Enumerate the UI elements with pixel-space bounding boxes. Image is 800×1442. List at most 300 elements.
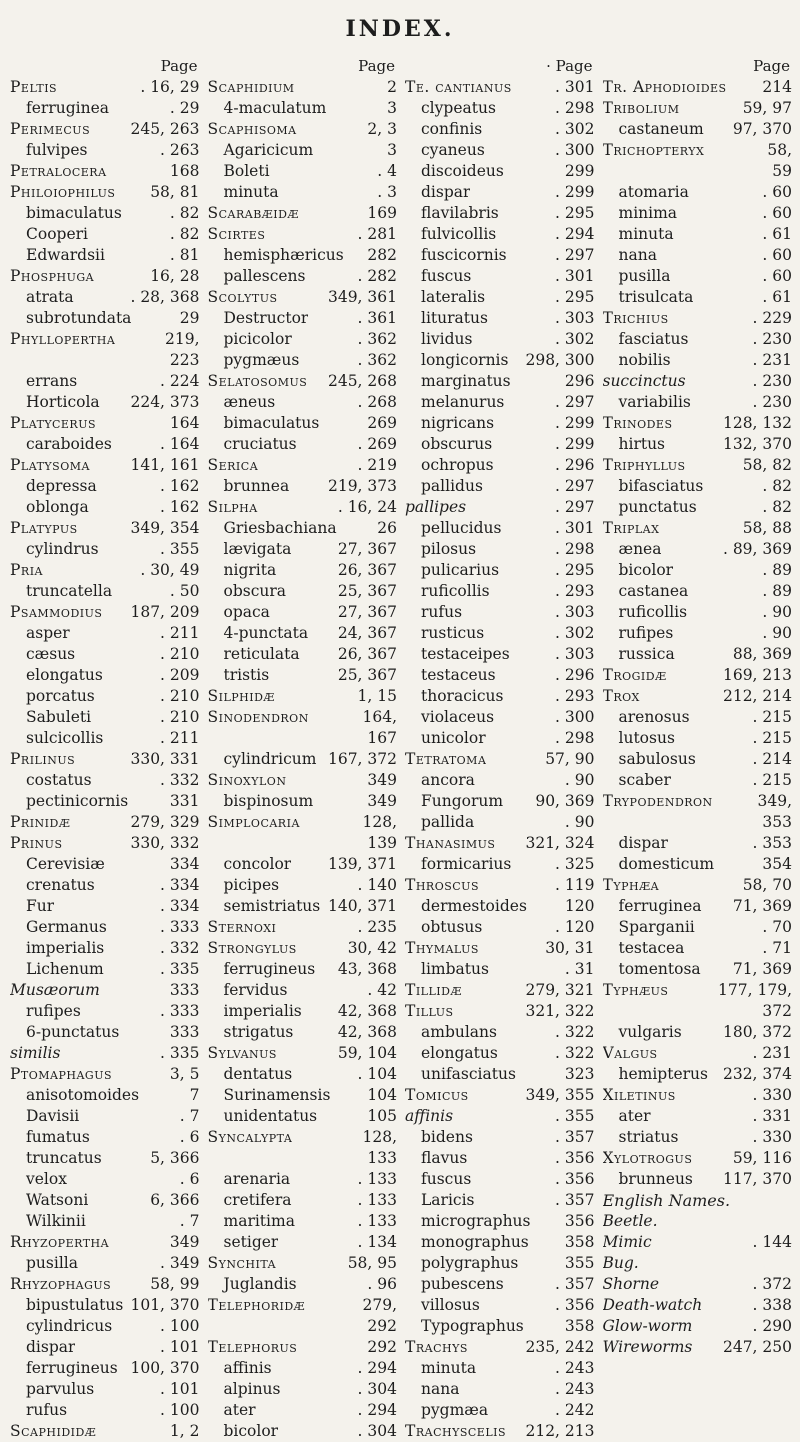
index-entry	[603, 1274, 793, 1295]
index-entry	[208, 329, 398, 350]
entry-name: bicolor	[223, 1422, 279, 1440]
entry-name: minuta	[223, 183, 279, 201]
entry-pages: 58, 95	[347, 1254, 397, 1272]
entry-name: fulvicollis	[421, 225, 497, 243]
entry-pages: . 297	[555, 246, 595, 264]
entry-name: Telephorus	[207, 1338, 298, 1356]
entry-name: Shorne	[602, 1275, 659, 1293]
entry-name: micrographus	[421, 1212, 531, 1230]
entry-name: pallida	[421, 813, 475, 831]
index-entry-genus	[208, 455, 398, 476]
entry-pages: . 50	[169, 582, 200, 600]
entry-pages: 330, 332	[130, 834, 200, 852]
entry-name: pallidus	[421, 477, 483, 495]
entry-pages: . 322	[555, 1023, 595, 1041]
entry-pages: . 119	[555, 876, 595, 894]
entry-name: English Names.	[602, 1191, 731, 1210]
entry-pages: . 162	[160, 498, 200, 516]
entry-name: picipes	[223, 876, 280, 894]
entry-pages: . 294	[357, 1359, 397, 1377]
index-entry	[405, 413, 595, 434]
index-entry	[208, 476, 398, 497]
index-entry	[10, 224, 200, 245]
entry-pages: . 82	[169, 204, 200, 222]
entry-pages: 58,	[767, 141, 792, 159]
index-entry-genus	[603, 875, 793, 896]
entry-pages: . 60	[762, 246, 792, 264]
entry-pages: 164,	[362, 708, 397, 726]
index-entry	[208, 1232, 398, 1253]
entry-pages: . 89	[762, 582, 792, 600]
entry-pages: . 299	[555, 435, 595, 453]
entry-pages: . 304	[357, 1422, 397, 1440]
entry-pages: . 355	[160, 540, 200, 558]
entry-name: Peltis	[10, 78, 58, 96]
entry-pages: . 164	[160, 435, 200, 453]
entry-name: Sinodendron	[207, 708, 309, 726]
entry-pages: . 335	[160, 960, 200, 978]
index-entry	[405, 455, 595, 476]
entry-pages: 25, 367	[337, 582, 397, 600]
entry-pages: . 332	[160, 771, 200, 789]
entry-pages: 269	[367, 414, 397, 432]
entry-name: fulvipes	[26, 141, 88, 159]
entry-name: pusilla	[26, 1254, 78, 1272]
entry-name: Prinidæ	[10, 813, 71, 831]
index-entry	[208, 728, 398, 749]
entry-pages: . 335	[160, 1044, 200, 1062]
entry-name: Te. cantianus	[405, 78, 512, 96]
entry-pages: . 6	[179, 1128, 200, 1146]
entry-pages: 223	[169, 351, 200, 369]
entry-name: Fungorum	[421, 792, 504, 810]
entry-pages: . 294	[555, 225, 595, 243]
entry-pages: 5, 366	[150, 1149, 200, 1167]
index-entry	[603, 644, 793, 665]
entry-pages: . 61	[762, 288, 792, 306]
entry-pages: 25, 367	[337, 666, 397, 684]
entry-name: Wilkinii	[26, 1212, 86, 1230]
entry-name: Trachys	[405, 1338, 468, 1356]
index-entry	[208, 308, 398, 329]
index-entry-genus	[208, 686, 398, 707]
index-entry	[603, 119, 793, 140]
entry-pages: . 101	[160, 1338, 200, 1356]
entry-pages: . 297	[555, 498, 595, 516]
index-entry-genus	[208, 770, 398, 791]
index-entry	[208, 413, 398, 434]
entry-pages: 333	[169, 981, 200, 999]
entry-name: asper	[26, 624, 70, 642]
entry-pages: . 322	[555, 1044, 595, 1062]
index-entry	[405, 329, 595, 350]
entry-pages: . 120	[555, 918, 595, 936]
index-entry	[603, 1127, 793, 1148]
entry-name: longicornis	[421, 351, 509, 369]
index-entry-genus	[10, 560, 200, 581]
index-entry	[10, 1148, 200, 1169]
index-entry-genus	[405, 749, 595, 770]
column-header: Page	[753, 57, 790, 75]
entry-name: sabulosus	[618, 750, 696, 768]
entry-pages: . 214	[752, 750, 792, 768]
entry-name: Xiletinus	[602, 1086, 676, 1104]
entry-name: unifasciatus	[421, 1065, 516, 1083]
entry-name: Pria	[10, 561, 44, 579]
index-entry	[405, 224, 595, 245]
index-entry-genus	[10, 1274, 200, 1295]
entry-pages: 3, 5	[169, 1065, 200, 1083]
entry-pages: . 304	[357, 1380, 397, 1398]
entry-name: tristis	[223, 666, 270, 684]
index-entry	[405, 728, 595, 749]
entry-pages: . 362	[357, 330, 397, 348]
entry-pages: 169, 213	[722, 666, 792, 684]
entry-name: formicarius	[421, 855, 512, 873]
index-entry	[603, 1211, 793, 1232]
entry-pages: . 140	[357, 876, 397, 894]
entry-pages: . 229	[752, 309, 792, 327]
entry-pages: 6, 366	[150, 1191, 200, 1209]
index-entry	[405, 896, 595, 917]
index-entry	[603, 1253, 793, 1274]
entry-pages: . 295	[555, 561, 595, 579]
entry-name: depressa	[26, 477, 97, 495]
entry-pages: . 268	[357, 393, 397, 411]
entry-name: ochropus	[421, 456, 494, 474]
entry-name: oblonga	[26, 498, 89, 516]
index-entry	[208, 266, 398, 287]
index-entry	[603, 560, 793, 581]
entry-pages: 167	[367, 729, 397, 747]
entry-pages: . 299	[555, 183, 595, 201]
index-entry-genus	[208, 224, 398, 245]
index-entry	[603, 1169, 793, 1190]
entry-name: Trinodes	[602, 414, 673, 432]
entry-name: Platypus	[10, 519, 78, 537]
entry-name: subrotundata	[26, 309, 132, 327]
entry-name: Trichopteryx	[602, 141, 705, 159]
entry-pages: . 70	[762, 918, 792, 936]
index-entry	[603, 329, 793, 350]
index-column-1	[6, 55, 204, 1442]
entry-name: dispar	[421, 183, 471, 201]
entry-name: opaca	[223, 603, 270, 621]
entry-name: Cerevisiæ	[26, 855, 105, 873]
entry-name: ambulans	[421, 1023, 497, 1041]
index-entry	[208, 518, 398, 539]
index-entry	[208, 749, 398, 770]
index-entry-genus	[405, 1337, 595, 1358]
entry-pages: . 338	[752, 1296, 792, 1314]
entry-pages: 27, 367	[337, 540, 397, 558]
index-entry	[405, 623, 595, 644]
index-entry	[10, 1337, 200, 1358]
entry-name: similis	[10, 1044, 61, 1062]
entry-name: ancora	[421, 771, 475, 789]
entry-name: cyaneus	[421, 141, 485, 159]
entry-pages: 235, 242	[525, 1338, 595, 1356]
entry-pages: . 298	[555, 540, 595, 558]
index-entry	[603, 434, 793, 455]
entry-name: lutosus	[618, 729, 675, 747]
entry-name: castaneum	[618, 120, 704, 138]
entry-name: Silpha	[207, 498, 258, 516]
index-entry	[10, 770, 200, 791]
entry-name: arenosus	[618, 708, 690, 726]
entry-name: Thymalus	[405, 939, 479, 957]
index-entry	[603, 161, 793, 182]
index-entry	[10, 1358, 200, 1379]
index-entry	[405, 1253, 595, 1274]
entry-pages: . 301	[555, 78, 595, 96]
entry-pages: . 330	[752, 1086, 792, 1104]
entry-name: pallipes	[405, 498, 467, 516]
index-entry	[603, 392, 793, 413]
entry-pages: 164	[169, 414, 200, 432]
index-entry	[208, 665, 398, 686]
entry-name: scaber	[618, 771, 671, 789]
entry-name: testacea	[618, 939, 685, 957]
entry-name: costatus	[26, 771, 92, 789]
entry-pages: 349,	[757, 792, 792, 810]
entry-name: polygraphus	[421, 1254, 519, 1272]
index-entry-genus	[10, 1232, 200, 1253]
entry-pages: 299	[564, 162, 595, 180]
entry-pages: 42, 368	[337, 1002, 397, 1020]
index-entry	[10, 686, 200, 707]
entry-name: Boleti	[223, 162, 270, 180]
entry-pages: . 242	[555, 1401, 595, 1419]
index-entry-genus	[603, 686, 793, 707]
entry-pages: . 302	[555, 624, 595, 642]
entry-name: punctatus	[618, 498, 697, 516]
entry-name: hemisphæricus	[223, 246, 344, 264]
entry-name: Perimecus	[10, 120, 91, 138]
index-entry	[208, 581, 398, 602]
entry-pages: . 60	[762, 267, 792, 285]
index-entry-genus	[603, 455, 793, 476]
entry-name: Tr. Aphodioides	[602, 78, 727, 96]
entry-pages: 133	[367, 1149, 397, 1167]
entry-pages: . 231	[752, 351, 792, 369]
entry-name: Silphidæ	[207, 687, 275, 705]
entry-pages: . 210	[160, 645, 200, 663]
entry-pages: 139, 371	[327, 855, 397, 873]
index-entry	[405, 770, 595, 791]
entry-name: obtusus	[421, 918, 483, 936]
entry-name: cylindrus	[26, 540, 99, 558]
index-entry	[603, 917, 793, 938]
entry-name: Triphyllus	[602, 456, 686, 474]
page-title: INDEX.	[345, 16, 455, 42]
entry-name: monographus	[421, 1233, 529, 1251]
entry-pages: 292	[367, 1338, 397, 1356]
entry-name: atrata	[26, 288, 74, 306]
entry-name: Scaphisoma	[207, 120, 297, 138]
index-entry	[10, 245, 200, 266]
index-entry	[405, 812, 595, 833]
index-entry	[10, 1379, 200, 1400]
entry-name: lividus	[421, 330, 473, 348]
index-entry-genus	[603, 98, 793, 119]
entry-pages: . 301	[555, 519, 595, 537]
entry-name: flavus	[421, 1149, 468, 1167]
entry-pages: . 332	[160, 939, 200, 957]
index-entry	[208, 182, 398, 203]
entry-name: elongatus	[26, 666, 103, 684]
entry-pages: . 6	[179, 1170, 200, 1188]
entry-name: dispar	[26, 1338, 76, 1356]
entry-name: testaceus	[421, 666, 496, 684]
index-entry	[208, 1400, 398, 1421]
entry-pages: . 294	[357, 1401, 397, 1419]
entry-pages: 292	[367, 1317, 397, 1335]
entry-pages: . 230	[752, 372, 792, 390]
entry-pages: 58, 70	[742, 876, 792, 894]
index-entry	[208, 623, 398, 644]
index-entry	[405, 518, 595, 539]
entry-pages: . 355	[555, 1107, 595, 1125]
entry-name: rusticus	[421, 624, 485, 642]
index-entry	[208, 1148, 398, 1169]
entry-pages: 354	[762, 855, 792, 873]
entry-name: Triplax	[602, 519, 660, 537]
entry-pages: 279, 329	[130, 813, 200, 831]
index-entry-genus	[208, 287, 398, 308]
entry-pages: . 71	[762, 939, 792, 957]
index-entry	[405, 287, 595, 308]
entry-name: Horticola	[26, 393, 100, 411]
entry-name: Sabuleti	[26, 708, 92, 726]
entry-pages: . 334	[160, 876, 200, 894]
entry-pages: 58, 99	[150, 1275, 200, 1293]
index-entry	[603, 770, 793, 791]
index-entry	[10, 140, 200, 161]
entry-name: trisulcata	[618, 288, 694, 306]
index-entry	[603, 371, 793, 392]
entry-pages: 358	[564, 1317, 595, 1335]
entry-name: Bug.	[602, 1254, 639, 1272]
index-entry	[405, 1274, 595, 1295]
index-entry-genus	[603, 1148, 793, 1169]
entry-name: arenaria	[223, 1170, 291, 1188]
entry-pages: . 357	[555, 1191, 595, 1209]
entry-pages: . 209	[160, 666, 200, 684]
entry-name: Agaricicum	[223, 141, 314, 159]
index-entry	[208, 560, 398, 581]
index-entry	[405, 686, 595, 707]
entry-list	[10, 77, 200, 1442]
index-entry	[603, 938, 793, 959]
index-entry	[603, 728, 793, 749]
entry-name: cæsus	[26, 645, 76, 663]
entry-pages: 58, 81	[150, 183, 200, 201]
entry-pages: . 219	[357, 456, 397, 474]
index-entry-genus	[208, 1043, 398, 1064]
entry-name: errans	[26, 372, 78, 390]
entry-pages: . 7	[179, 1212, 200, 1230]
entry-pages: . 210	[160, 687, 200, 705]
index-entry-genus	[208, 1295, 398, 1316]
entry-name: Psammodius	[10, 603, 103, 621]
entry-name: Glow-worm	[602, 1317, 693, 1335]
entry-pages: . 300	[555, 141, 595, 159]
entry-name: Prinus	[10, 834, 63, 852]
entry-pages: 212, 213	[525, 1422, 595, 1440]
index-entry	[10, 308, 200, 329]
entry-name: Tetratoma	[405, 750, 487, 768]
entry-pages: 97, 370	[732, 120, 792, 138]
entry-pages: . 16, 29	[140, 78, 200, 96]
entry-pages: 282	[367, 246, 397, 264]
entry-pages: 349, 361	[327, 288, 397, 306]
entry-pages: . 243	[555, 1380, 595, 1398]
index-entry	[208, 602, 398, 623]
index-entry-genus	[405, 938, 595, 959]
entry-name: fuscus	[421, 1170, 472, 1188]
entry-name: Typhæus	[602, 981, 669, 999]
index-entry	[10, 371, 200, 392]
entry-pages: 26, 367	[337, 645, 397, 663]
index-entry	[603, 896, 793, 917]
entry-name: affinis	[223, 1359, 272, 1377]
entry-pages: 232, 374	[722, 1065, 792, 1083]
entry-name: nana	[421, 1380, 460, 1398]
index-entry	[405, 182, 595, 203]
index-entry	[208, 791, 398, 812]
index-entry-genus	[10, 266, 200, 287]
entry-name: brunneus	[618, 1170, 693, 1188]
entry-name: rufus	[26, 1401, 68, 1419]
index-entry	[603, 224, 793, 245]
entry-pages: 334	[169, 855, 200, 873]
entry-pages: . 301	[555, 267, 595, 285]
entry-pages: 71, 369	[732, 960, 792, 978]
entry-pages: . 293	[555, 687, 595, 705]
index-entry-genus	[603, 77, 793, 98]
entry-pages: 321, 324	[525, 834, 595, 852]
entry-name: melanurus	[421, 393, 505, 411]
entry-pages: 212, 214	[722, 687, 792, 705]
index-entry	[10, 350, 200, 371]
entry-pages: . 90	[564, 813, 595, 831]
entry-pages: 349	[169, 1233, 200, 1251]
entry-pages: . 231	[752, 1044, 792, 1062]
index-entry-genus	[603, 1043, 793, 1064]
entry-name: Juglandis	[223, 1275, 297, 1293]
entry-name: discoideus	[421, 162, 504, 180]
entry-name: Tribolium	[602, 99, 680, 117]
entry-pages: 59, 116	[732, 1149, 792, 1167]
index-entry	[603, 1337, 793, 1358]
index-entry	[10, 1316, 200, 1337]
index-entry	[208, 1085, 398, 1106]
entry-pages: 247, 250	[722, 1338, 792, 1356]
index-entry	[405, 392, 595, 413]
entry-name: domesticum	[618, 855, 715, 873]
entry-name: ruficollis	[421, 582, 490, 600]
entry-pages: . 29	[169, 99, 200, 117]
index-entry	[208, 1358, 398, 1379]
index-entry	[603, 1316, 793, 1337]
index-entry	[10, 287, 200, 308]
entry-name: hemipterus	[618, 1065, 708, 1083]
index-entry	[603, 707, 793, 728]
index-entry-genus	[10, 77, 200, 98]
entry-name: Synchita	[207, 1254, 277, 1272]
index-entry	[208, 1001, 398, 1022]
